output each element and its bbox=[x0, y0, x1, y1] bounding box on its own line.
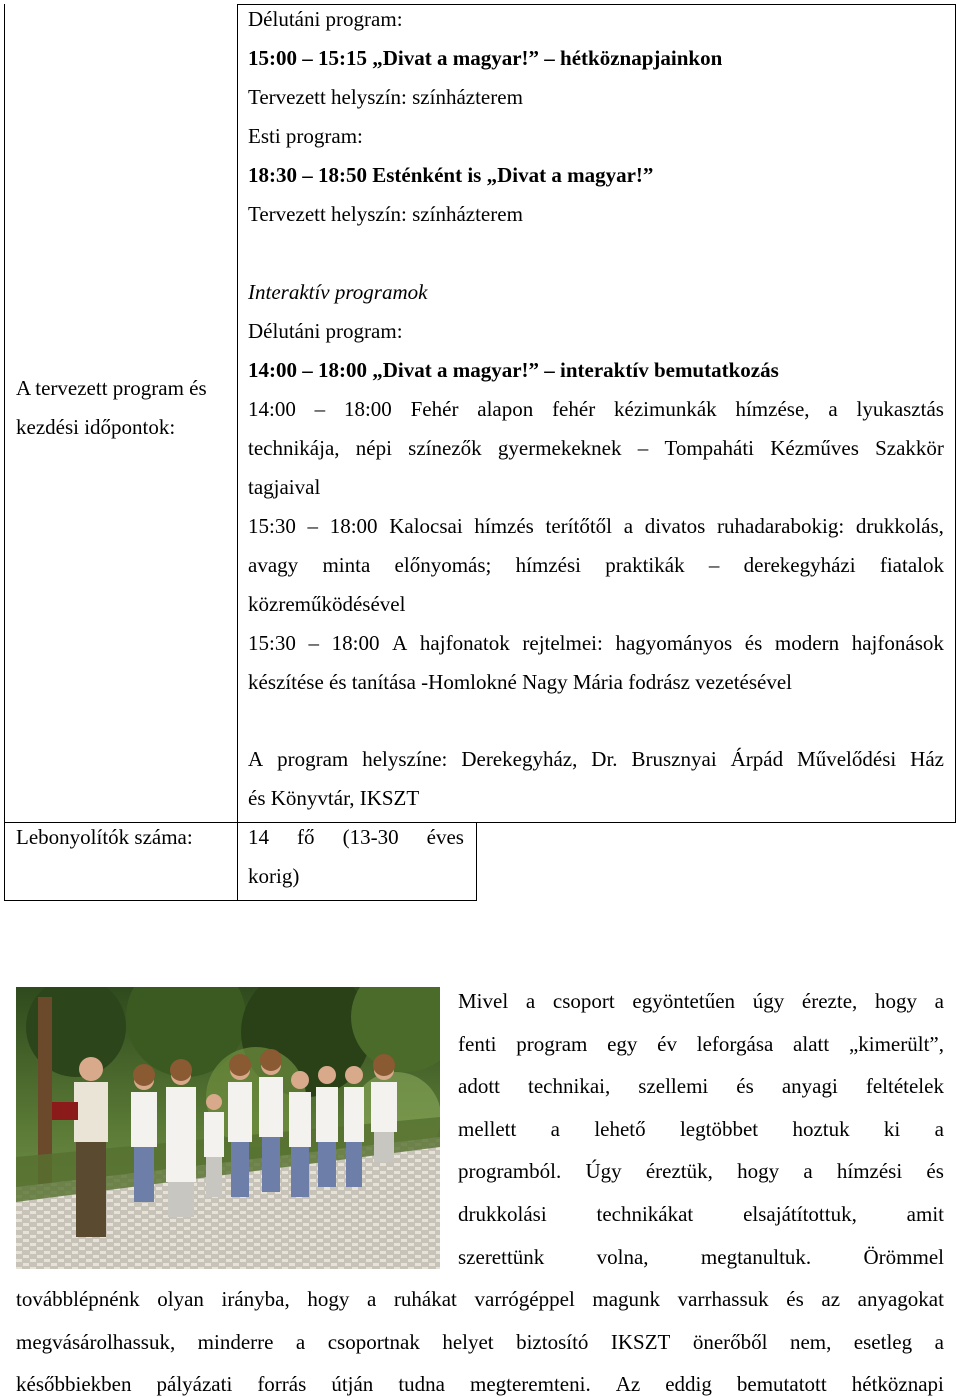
table-border-row3-right bbox=[476, 822, 477, 901]
word: bemutatott bbox=[736, 1372, 827, 1396]
table-border-left-outer bbox=[4, 4, 5, 901]
word: hajfonások bbox=[851, 631, 944, 655]
word: útján bbox=[331, 1372, 374, 1396]
word: eddig bbox=[665, 1372, 712, 1396]
row1-line-1: Délutáni program: bbox=[248, 7, 403, 31]
afternoon-sub: Délutáni program: bbox=[248, 319, 403, 343]
word: hogy bbox=[737, 1159, 780, 1184]
word: év bbox=[657, 1031, 677, 1056]
word: A bbox=[392, 631, 408, 655]
word: megteremteni. bbox=[470, 1372, 591, 1396]
right-text-line-4 bbox=[458, 1117, 944, 1141]
word: 18:00 bbox=[331, 631, 380, 655]
right-text-line-2 bbox=[458, 1032, 944, 1056]
word: érezte, bbox=[801, 989, 858, 1013]
para2-line-3: közreműködésével bbox=[248, 592, 406, 616]
word: magunk bbox=[592, 1287, 661, 1311]
word: az bbox=[821, 1287, 841, 1311]
word: lehető bbox=[594, 1116, 646, 1141]
word: nem, bbox=[789, 1329, 832, 1354]
organizers-label: Lebonyolítók száma: bbox=[16, 825, 193, 849]
word: – bbox=[637, 436, 649, 460]
word: mellett bbox=[458, 1116, 517, 1141]
table-border-row3-top bbox=[4, 822, 956, 823]
word: éreztük, bbox=[645, 1159, 713, 1184]
word: csoportnak bbox=[327, 1329, 420, 1354]
group-photo bbox=[16, 987, 440, 1269]
word: egy bbox=[607, 1031, 638, 1056]
word: fő bbox=[297, 825, 315, 849]
word: megvásárolhassuk, bbox=[16, 1329, 176, 1354]
word: Árpád bbox=[730, 747, 784, 771]
word: minta bbox=[322, 553, 371, 577]
word: ruhákat bbox=[393, 1287, 457, 1311]
word: forrás bbox=[257, 1372, 307, 1396]
table-border-right bbox=[955, 4, 956, 823]
word: volna, bbox=[596, 1244, 649, 1269]
word: leforgása bbox=[696, 1031, 774, 1056]
word: Fehér bbox=[410, 397, 459, 421]
word: alatt bbox=[793, 1031, 830, 1056]
word: ruhadarabokig: bbox=[717, 514, 845, 538]
word: – bbox=[308, 631, 319, 655]
right-text-line-6 bbox=[458, 1202, 944, 1226]
word: hoztuk bbox=[792, 1116, 850, 1141]
word: varrógéppel bbox=[474, 1287, 575, 1311]
program-label-line2: kezdési időpontok: bbox=[16, 415, 176, 439]
word: hagyományos bbox=[615, 631, 733, 655]
word: Az bbox=[615, 1372, 641, 1396]
venue-line-1 bbox=[248, 747, 944, 771]
full-text-line-3 bbox=[16, 1372, 944, 1396]
word: legtöbbet bbox=[679, 1116, 759, 1141]
para2-line-1 bbox=[248, 514, 944, 538]
word: (13-30 bbox=[342, 825, 399, 849]
word: Kalocsai bbox=[389, 514, 463, 538]
word: csoport bbox=[552, 989, 615, 1013]
word: szerettünk bbox=[458, 1244, 545, 1269]
para1-line-3: tagjaival bbox=[248, 475, 321, 499]
word: pályázati bbox=[156, 1372, 233, 1396]
word: 18:00 bbox=[329, 514, 378, 538]
word: terítőtől bbox=[545, 514, 613, 538]
word: drukkolás, bbox=[855, 514, 944, 538]
word: a bbox=[803, 1159, 813, 1184]
word: lyukasztás bbox=[856, 397, 944, 421]
word: avagy bbox=[248, 553, 299, 577]
word: elsajátítottuk, bbox=[743, 1202, 857, 1226]
row1-line-2: 15:00 – 15:15 „Divat a magyar!” – hétköznapjainkon bbox=[248, 46, 723, 70]
word: helyet bbox=[442, 1329, 494, 1354]
word: továbblépnénk bbox=[16, 1287, 140, 1311]
venue-line-2: és Könyvtár, IKSZT bbox=[248, 786, 420, 810]
word: 15:30 bbox=[248, 514, 296, 538]
word: anyagokat bbox=[857, 1287, 944, 1311]
interactive-bold-line: 14:00 – 18:00 „Divat a magyar!” – interaktív bemutatkozás bbox=[248, 358, 779, 382]
word: – bbox=[307, 514, 319, 538]
right-text-line-1 bbox=[458, 989, 944, 1013]
word: praktikák bbox=[605, 553, 685, 577]
word: és bbox=[744, 631, 763, 655]
table-border-top bbox=[237, 4, 956, 5]
word: hogy bbox=[307, 1287, 350, 1311]
word: későbbiekben bbox=[16, 1372, 132, 1396]
word: előnyomás; bbox=[394, 553, 492, 577]
word: esetleg bbox=[853, 1329, 913, 1354]
word: a bbox=[828, 397, 838, 421]
word: kézimunkák bbox=[614, 397, 717, 421]
word: feltételek bbox=[865, 1074, 944, 1099]
word: „kimerült”, bbox=[848, 1031, 944, 1056]
word: – bbox=[314, 397, 326, 421]
para1-line-2 bbox=[248, 436, 944, 460]
group-photo-icon bbox=[16, 987, 440, 1269]
word: hétköznapi bbox=[851, 1372, 944, 1396]
word: a bbox=[623, 514, 634, 538]
word: rejtelmei: bbox=[522, 631, 603, 655]
word: olyan bbox=[157, 1287, 204, 1311]
full-text-line-1 bbox=[16, 1287, 944, 1311]
word: hímzési bbox=[515, 553, 581, 577]
full-text-line-2 bbox=[16, 1330, 944, 1354]
word: Tompaháti bbox=[664, 436, 754, 460]
right-text-line-7 bbox=[458, 1245, 944, 1269]
word: megtanultuk. bbox=[700, 1244, 812, 1269]
word: – bbox=[708, 553, 720, 577]
word: hogy bbox=[874, 989, 917, 1013]
table-border-bottom bbox=[4, 900, 477, 901]
word: a bbox=[550, 1116, 560, 1141]
right-text-line-3 bbox=[458, 1074, 944, 1098]
word: szellemi bbox=[638, 1074, 709, 1099]
word: színezők bbox=[408, 436, 482, 460]
word: Derekegyház, bbox=[461, 747, 578, 771]
word: hímzése, bbox=[735, 397, 810, 421]
row1-line-3: Tervezett helyszín: színházterem bbox=[248, 85, 523, 109]
para3-line-2: készítése és tanítása -Homlokné Nagy Mária fodrász vezetésével bbox=[248, 670, 793, 694]
word: helyszíne: bbox=[362, 747, 448, 771]
word: programból. bbox=[458, 1159, 562, 1184]
word: Dr. bbox=[591, 747, 618, 771]
word: a bbox=[934, 1116, 944, 1141]
word: a bbox=[934, 1329, 944, 1354]
word: technikákat bbox=[596, 1202, 694, 1226]
word: Kézműves bbox=[770, 436, 859, 460]
word: adott bbox=[458, 1074, 500, 1099]
word: 15:30 bbox=[248, 631, 296, 655]
word: biztosító bbox=[516, 1329, 589, 1354]
word: fehér bbox=[552, 397, 596, 421]
word: gyermekeknek bbox=[497, 436, 622, 460]
word: úgy bbox=[752, 989, 785, 1013]
word: Örömmel bbox=[863, 1244, 944, 1269]
right-text-line-5 bbox=[458, 1159, 944, 1183]
row1-line-4: Esti program: bbox=[248, 124, 363, 148]
word: irányba, bbox=[221, 1287, 290, 1311]
word: Ház bbox=[910, 747, 944, 771]
word: ki bbox=[883, 1116, 901, 1141]
word: a bbox=[295, 1329, 306, 1354]
interactive-heading: Interaktív programok bbox=[248, 280, 428, 304]
organizers-value-line2: korig) bbox=[248, 864, 300, 888]
word: program bbox=[516, 1031, 588, 1056]
table-border-divider bbox=[237, 4, 238, 901]
word: 14 bbox=[248, 825, 269, 849]
word: hímzés bbox=[474, 514, 534, 538]
word: a bbox=[934, 989, 944, 1013]
word: és bbox=[736, 1074, 754, 1099]
word: technikai, bbox=[528, 1074, 611, 1099]
word: 14:00 bbox=[248, 397, 296, 421]
word: program bbox=[277, 747, 349, 771]
word: derekegyházi bbox=[743, 553, 856, 577]
para2-line-2 bbox=[248, 553, 944, 577]
row1-line-5: 18:30 – 18:50 Esténként is „Divat a magyar!” bbox=[248, 163, 654, 187]
para3-line-1 bbox=[248, 631, 944, 655]
word: technikája, bbox=[248, 436, 340, 460]
word: a bbox=[366, 1287, 377, 1311]
word: Művelődési bbox=[797, 747, 897, 771]
para1-line-1 bbox=[248, 397, 944, 421]
word: tudna bbox=[398, 1372, 445, 1396]
word: és bbox=[926, 1159, 944, 1184]
word: 18:00 bbox=[343, 397, 392, 421]
word: hajfonatok bbox=[419, 631, 510, 655]
word: minderre bbox=[197, 1329, 274, 1354]
word: önerőből bbox=[692, 1329, 768, 1354]
word: Szakkör bbox=[875, 436, 944, 460]
word: Brusznyai bbox=[631, 747, 717, 771]
word: egyöntetűen bbox=[632, 989, 736, 1013]
word: Mivel bbox=[458, 989, 509, 1013]
word: varrhassuk bbox=[677, 1287, 769, 1311]
word: Úgy bbox=[585, 1159, 622, 1184]
word: alapon bbox=[477, 397, 534, 421]
word: divatos bbox=[644, 514, 706, 538]
word: IKSZT bbox=[610, 1329, 671, 1354]
word: drukkolási bbox=[458, 1202, 547, 1226]
word: és bbox=[786, 1287, 804, 1311]
organizers-value-line-1 bbox=[248, 825, 464, 849]
word: fenti bbox=[458, 1031, 497, 1056]
row1-line-6: Tervezett helyszín: színházterem bbox=[248, 202, 523, 226]
word: amit bbox=[906, 1202, 944, 1226]
word: anyagi bbox=[781, 1074, 838, 1099]
word: a bbox=[525, 989, 536, 1013]
word: éves bbox=[426, 825, 464, 849]
word: fiatalok bbox=[879, 553, 944, 577]
word: hímzési bbox=[836, 1159, 903, 1184]
word: népi bbox=[355, 436, 392, 460]
word: A bbox=[248, 747, 264, 771]
program-label-line1: A tervezett program és bbox=[16, 376, 207, 400]
word: modern bbox=[774, 631, 840, 655]
